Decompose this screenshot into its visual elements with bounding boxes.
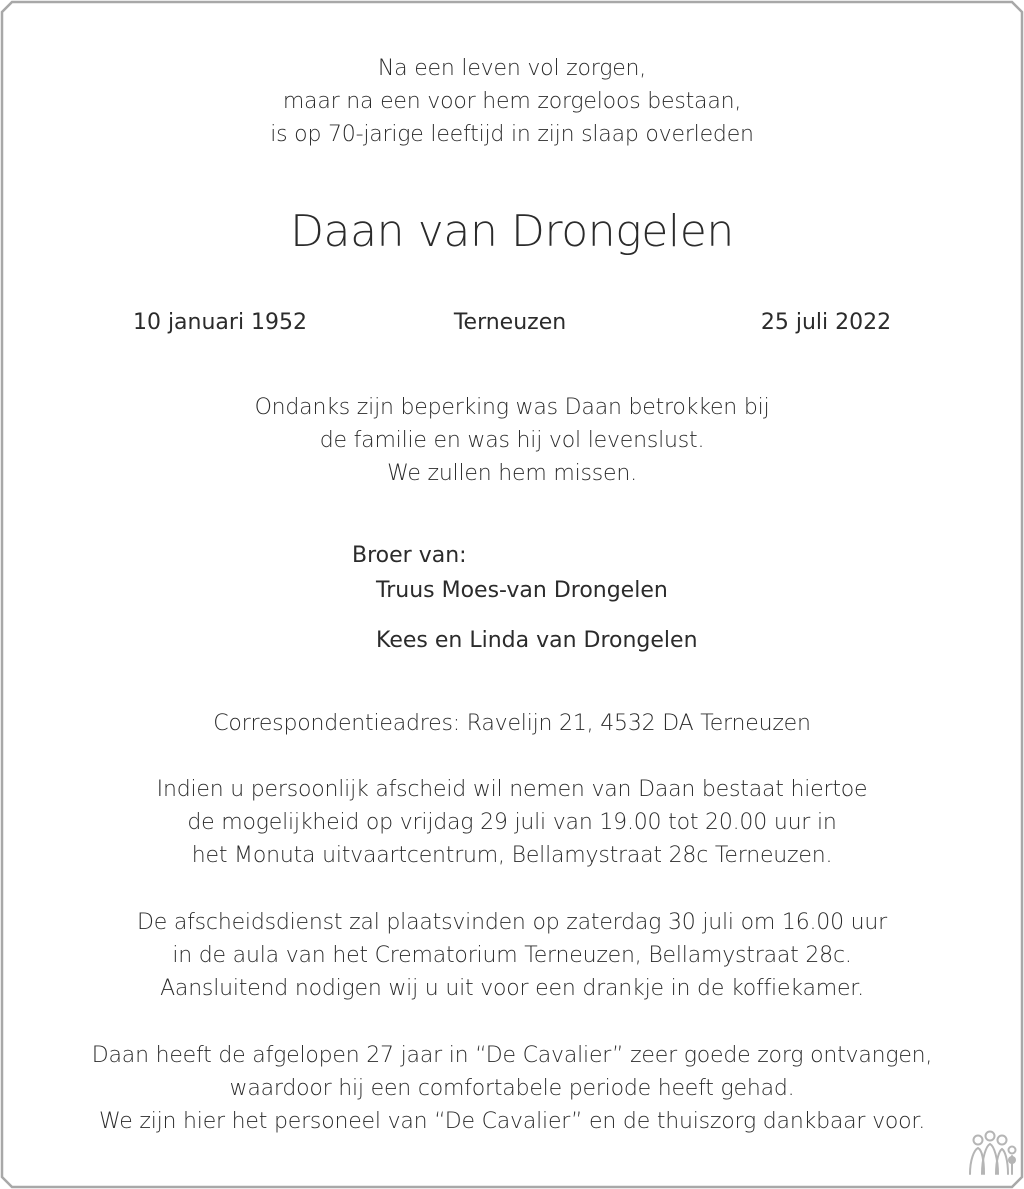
remembrance-line-3: We zullen hem missen. bbox=[387, 461, 637, 486]
thanks-line-1: Daan heeft de afgelopen 27 jaar in “De Cavalier” zeer goede zorg ontvangen, bbox=[91, 1043, 933, 1068]
family-heading: Broer van: bbox=[352, 543, 467, 568]
thanks-line-2: waardoor hij een comfortabele periode heeft gehad. bbox=[229, 1076, 795, 1101]
remembrance-line-1: Ondanks zijn beperking was Daan betrokken bij bbox=[254, 395, 770, 420]
remembrance-line-2: de familie en was hij vol levenslust. bbox=[319, 428, 705, 453]
farewell-line-3: het Monuta uitvaartcentrum, Bellamystraat 28c Terneuzen. bbox=[191, 843, 833, 868]
family-figures-icon bbox=[962, 1130, 1020, 1178]
thanks-line-3: We zijn hier het personeel van “De Cavalier” en de thuiszorg dankbaar voor. bbox=[98, 1109, 926, 1134]
family-member-2: Kees en Linda van Drongelen bbox=[376, 628, 698, 653]
farewell-line-1: Indien u persoonlijk afscheid wil nemen van Daan bestaat hiertoe bbox=[156, 777, 868, 802]
deceased-name: Daan van Drongelen bbox=[290, 206, 734, 257]
service-line-1: De afscheidsdienst zal plaatsvinden op zaterdag 30 juli om 16.00 uur bbox=[136, 910, 888, 935]
place: Terneuzen bbox=[453, 310, 567, 335]
service-line-3: Aansluitend nodigen wij u uit voor een drankje in de koffiekamer. bbox=[160, 976, 864, 1001]
service-line-2: in de aula van het Crematorium Terneuzen, Bellamystraat 28c. bbox=[172, 943, 852, 968]
death-date: 25 juli 2022 bbox=[760, 310, 892, 335]
intro-line-3: is op 70-jarige leeftijd in zijn slaap overleden bbox=[270, 122, 754, 147]
farewell-line-2: de mogelijkheid op vrijdag 29 juli van 19.00 tot 20.00 uur in bbox=[187, 810, 837, 835]
birth-date: 10 januari 1952 bbox=[132, 310, 308, 335]
correspondence-address: Correspondentieadres: Ravelijn 21, 4532 DA Terneuzen bbox=[213, 711, 811, 736]
family-member-1: Truus Moes-van Drongelen bbox=[376, 578, 668, 603]
intro-line-2: maar na een voor hem zorgeloos bestaan, bbox=[282, 89, 742, 114]
intro-line-1: Na een leven vol zorgen, bbox=[377, 56, 647, 81]
